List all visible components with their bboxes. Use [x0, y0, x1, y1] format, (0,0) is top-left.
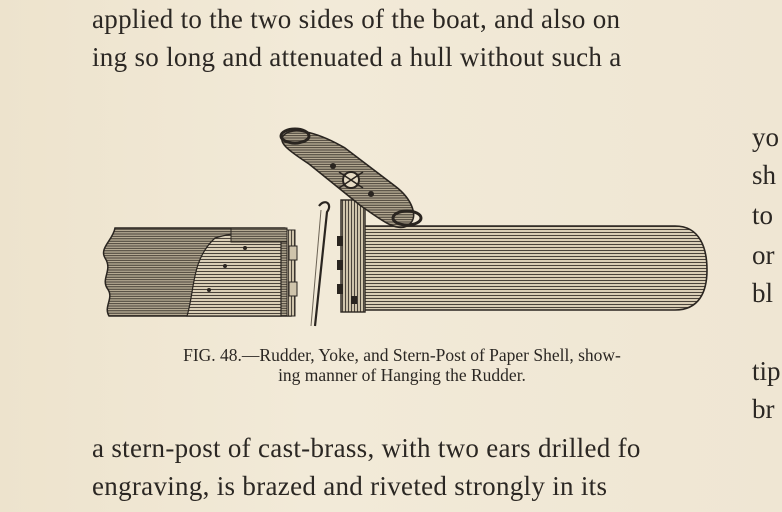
right-column-fragment: or — [752, 240, 775, 270]
right-column-fragment: tip — [752, 356, 781, 386]
right-column-fragment: sh — [752, 160, 777, 190]
right-column-fragment: yo — [752, 122, 779, 152]
right-column-fragment: to — [752, 200, 774, 230]
caption-line-1: FIG. 48.—Rudder, Yoke, and Stern-Post of Paper Shell, show- — [183, 345, 621, 365]
right-column-fragment: bl — [752, 278, 774, 308]
body-text-line-2: ing so long and attenuated a hull without such a — [92, 42, 622, 72]
rudder-engraving-figure — [95, 120, 715, 340]
hull-stern-piece — [104, 228, 297, 316]
right-column-fragment: br — [752, 394, 775, 424]
body-text-line-4: engraving, is brazed and riveted strongly in its — [92, 471, 608, 501]
caption-line-2: ing manner of Hanging the Rudder. — [278, 365, 526, 385]
body-text-line-1: applied to the two sides of the boat, and also on — [92, 4, 621, 34]
body-text-line-3: a stern-post of cast-brass, with two ears drilled fo — [92, 433, 641, 463]
figure-caption — [92, 345, 712, 385]
rudder-pin — [311, 202, 329, 326]
